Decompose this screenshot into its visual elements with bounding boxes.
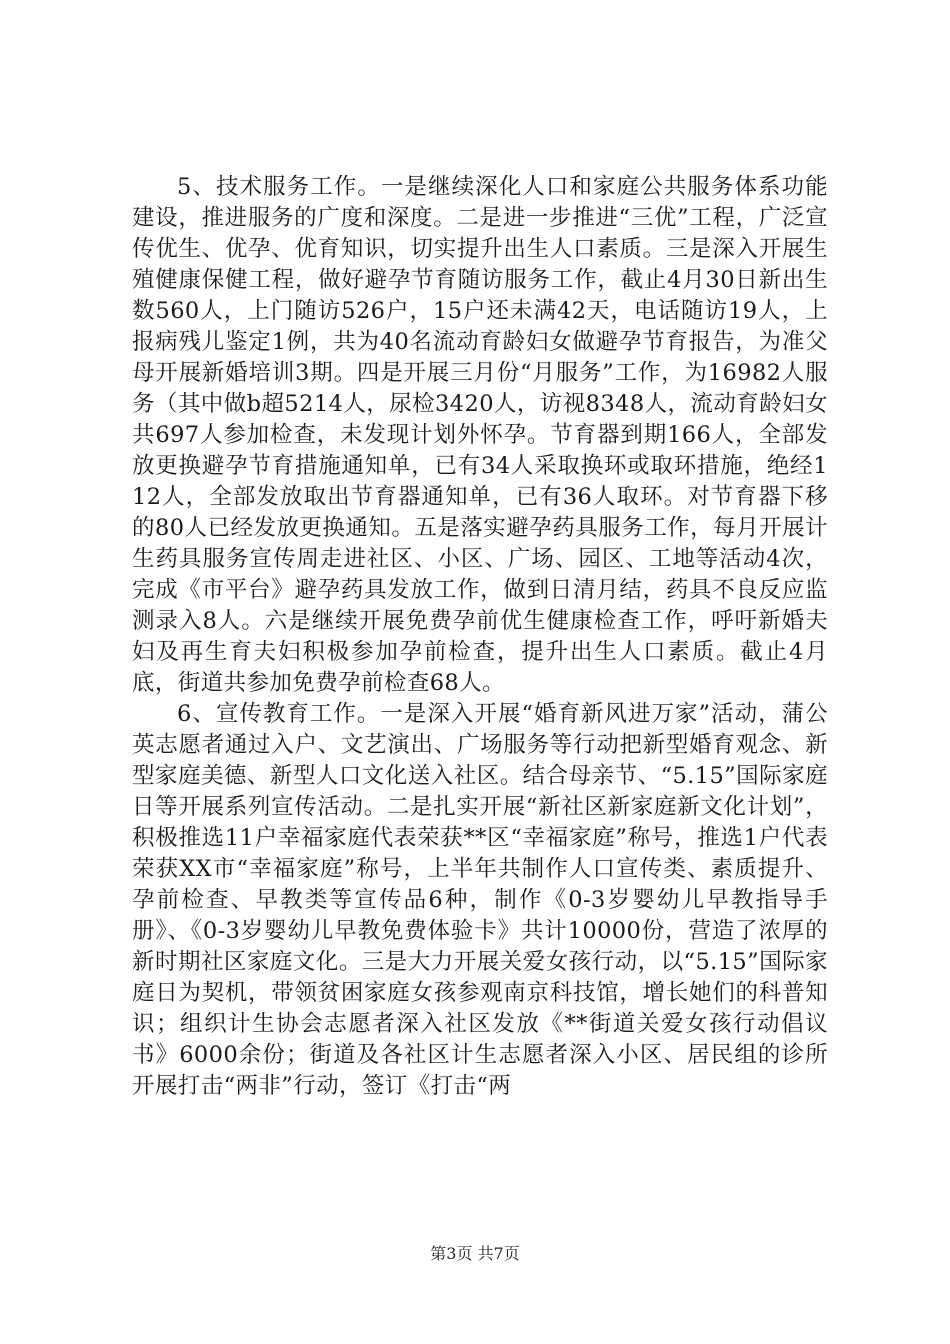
paragraph-publicity-education: 6、宣传教育工作。一是深入开展“婚育新风进万家”活动，蒲公英志愿者通过入户、文艺演出、广场服务等行动把新型婚育观念、新型家庭美德、新型人口文化送入社区。结合母亲节、“5.15”国际家庭日等开展系列宣传活动。二是扎实开展“新社区新家庭新文化计划”，积极推选11户幸福家庭代表荣获**区“幸福家庭”称号，推选1户代表荣获XX市“幸福家庭”称号，上半年共制作人口宣传类、素质提升、孕前检查、早教类等宣传品6种，制作《0-3岁婴幼儿早教指导手册》、《0-3岁婴幼儿早教免费体验卡》共计10000份，营造了浓厚的新时期社区家庭文化。三是大力开展关爱女孩行动，以“5.15”国际家庭日为契机，带领贫困家庭女孩参观南京科技馆，增长她们的科普知识；组织计生协会志愿者深入社区发放《**街道关爱女孩行动倡议书》6000余份；街道及各社区计生志愿者深入小区、居民组的诊所开展打击“两非”行动，签订《打击“两 [132, 701, 828, 1099]
paragraph-technical-services: 5、技术服务工作。一是继续深化人口和家庭公共服务体系功能建设，推进服务的广度和深度。二是进一步推进“三优”工程，广泛宣传优生、优孕、优育知识，切实提升出生人口素质。三是深入开展生殖健康保健工程，做好避孕节育随访服务工作，截止4月30日新出生数560人，上门随访526户，15户还未满42天，电话随访19人，上报病残儿鉴定1例，共为40名流动育龄妇女做避孕节育报告，为准父母开展新婚培训3期。四是开展三月份“月服务”工作，为16982人服务（其中做b超5214人，尿检3420人，访视8348人，流动育龄妇女共697人参加检查，未发现计划外怀孕。节育器到期166人，全部发放更换避孕节育措施通知单，已有34人采取换环或取环措施，绝经112人，全部发放取出节育器通知单，已有36人取环。对节育器下移的80人已经发放更换通知。五是落实避孕药具服务工作，每月开展计生药具服务宣传周走进社区、小区、广场、园区、工地等活动4次，完成《市平台》避孕药具发放工作，做到日清月结，药具不良反应监测录入8人。六是继续开展免费孕前优生健康检查工作，呼吁新婚夫妇及再生育夫妇积极参加孕前检查，提升出生人口素质。截止4月底，街道共参加免费孕前检查68人。 [132, 174, 828, 696]
page-number-footer: 第3页 共7页 [430, 1244, 520, 1263]
document-body [132, 172, 828, 1102]
